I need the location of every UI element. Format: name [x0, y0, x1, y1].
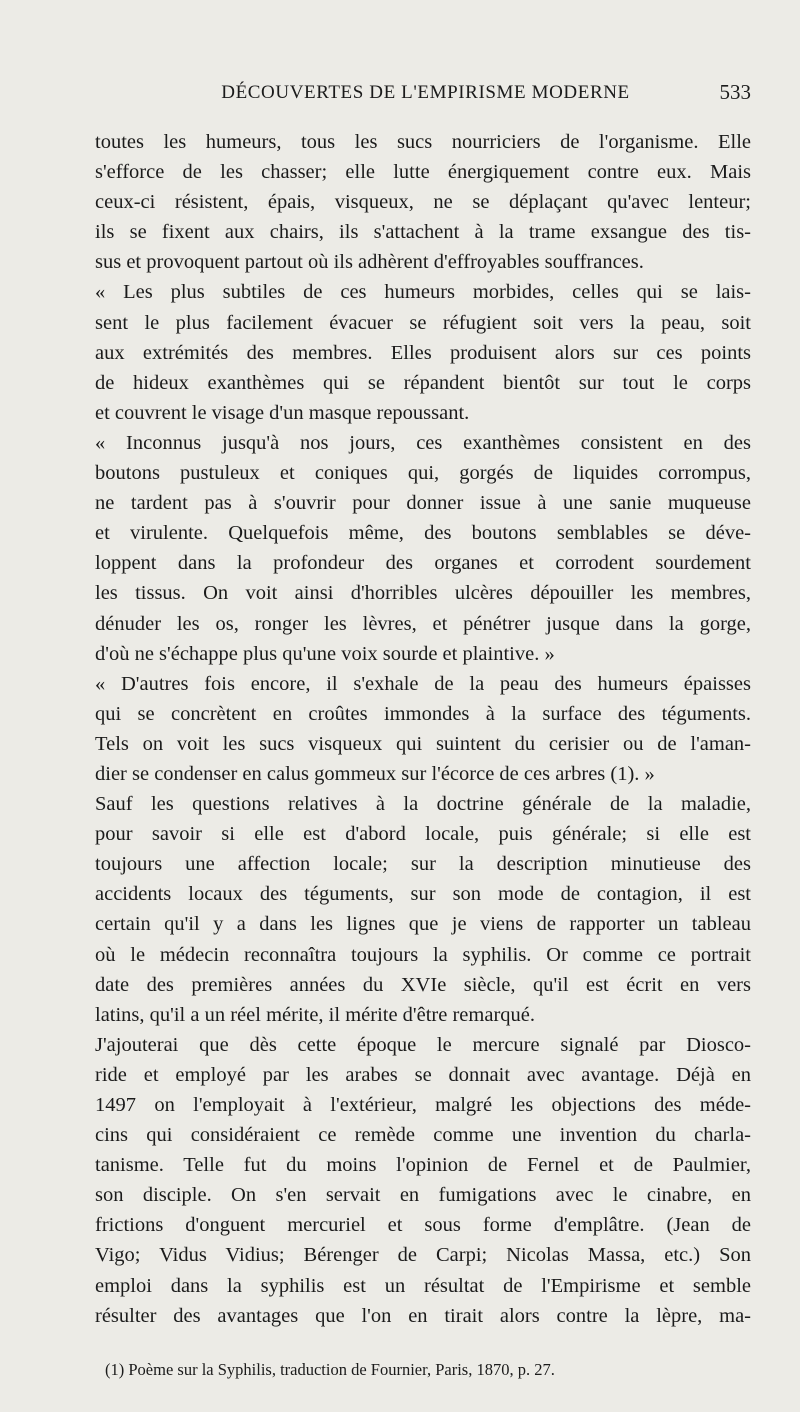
text-line: de hideux exanthèmes qui se répandent bientôt sur tout le corps: [95, 371, 751, 394]
text-line: toutes les humeurs, tous les sucs nourriciers de l'organisme. Elle: [95, 131, 751, 153]
text-line: J'ajouterai que dès cette époque le mercure signalé par Diosco-: [95, 1033, 751, 1056]
text-line: frictions d'onguent mercuriel et sous forme d'emplâtre. (Jean de: [95, 1214, 751, 1237]
text-line: 1497 on l'employait à l'extérieur, malgré les objections des méde-: [95, 1094, 751, 1116]
page-number: 533: [719, 80, 751, 104]
text-line: sus et provoquent partout où ils adhèrent d'effroyables souffrances.: [95, 251, 644, 274]
text-line: son disciple. On s'en servait en fumigations avec le cinabre, en: [95, 1184, 751, 1207]
text-line: et virulente. Quelquefois même, des boutons semblables se déve-: [95, 522, 751, 545]
text-line: certain qu'il y a dans les lignes que je viens de rapporter un tableau: [95, 913, 751, 936]
body-text: [95, 127, 751, 1331]
text-line: Vigo; Vidus Vidius; Bérenger de Carpi; Nicolas Massa, etc.) Son: [95, 1244, 751, 1267]
text-line: sent le plus facilement évacuer se réfugient soit vers la peau, soit: [95, 311, 751, 334]
text-line: toujours une affection locale; sur la description minutieuse des: [95, 853, 751, 876]
text-line: « Inconnus jusqu'à nos jours, ces exanthèmes consistent en des: [95, 431, 751, 454]
text-line: ils se fixent aux chairs, ils s'attachent à la trame exsangue des tis-: [95, 221, 751, 244]
text-line: les tissus. On voit ainsi d'horribles ulcères dépouiller les membres,: [95, 582, 751, 605]
text-line: où le médecin reconnaîtra toujours la syphilis. Or comme ce portrait: [95, 943, 751, 966]
text-line: et couvrent le visage d'un masque repoussant.: [95, 401, 470, 424]
footnote: (1) Poème sur la Syphilis, traduction de Fournier, Paris, 1870, p. 27.: [105, 1360, 555, 1379]
text-line: ne tardent pas à s'ouvrir pour donner issue à une sanie muqueuse: [95, 492, 751, 515]
text-line: cins qui considéraient ce remède comme une invention du charla-: [95, 1124, 751, 1147]
text-line: boutons pustuleux et coniques qui, gorgés de liquides corrompus,: [95, 462, 751, 485]
text-line: « Les plus subtiles de ces humeurs morbides, celles qui se lais-: [95, 281, 751, 304]
text-line: date des premières années du XVIe siècle, qu'il est écrit en vers: [95, 973, 751, 996]
text-line: d'où ne s'échappe plus qu'une voix sourde et plaintive. »: [95, 642, 555, 665]
text-line: Sauf les questions relatives à la doctrine générale de la maladie,: [95, 793, 751, 816]
text-line: ride et employé par les arabes se donnait avec avantage. Déjà en: [95, 1063, 751, 1086]
text-line: emploi dans la syphilis est un résultat de l'Empirisme et semble: [95, 1274, 751, 1297]
text-line: loppent dans la profondeur des organes et corrodent sourdement: [95, 552, 751, 575]
text-line: Tels on voit les sucs visqueux qui suintent du cerisier ou de l'aman-: [95, 732, 751, 755]
text-line: pour savoir si elle est d'abord locale, puis générale; si elle est: [95, 823, 751, 846]
text-line: « D'autres fois encore, il s'exhale de la peau des humeurs épaisses: [95, 672, 751, 695]
text-line: accidents locaux des téguments, sur son mode de contagion, il est: [95, 883, 751, 906]
text-line: dier se condenser en calus gommeux sur l'écorce de ces arbres (1). »: [95, 762, 655, 785]
text-line: aux extrémités des membres. Elles produisent alors sur ces points: [95, 341, 751, 364]
text-line: dénuder les os, ronger les lèvres, et pénétrer jusque dans la gorge,: [95, 612, 751, 635]
text-line: ceux-ci résistent, épais, visqueux, ne se déplaçant qu'avec lenteur;: [95, 191, 751, 214]
text-line: latins, qu'il a un réel mérite, il mérite d'être remarqué.: [95, 1003, 535, 1026]
text-line: s'efforce de les chasser; elle lutte énergiquement contre eux. Mais: [95, 161, 751, 184]
running-head: DÉCOUVERTES DE L'EMPIRISME MODERNE: [221, 82, 630, 103]
page-header: [100, 70, 751, 110]
text-line: résulter des avantages que l'on en tirait alors contre la lèpre, ma-: [95, 1304, 751, 1327]
text-line: qui se concrètent en croûtes immondes à la surface des téguments.: [95, 702, 751, 725]
text-line: tanisme. Telle fut du moins l'opinion de Fernel et de Paulmier,: [95, 1154, 751, 1177]
